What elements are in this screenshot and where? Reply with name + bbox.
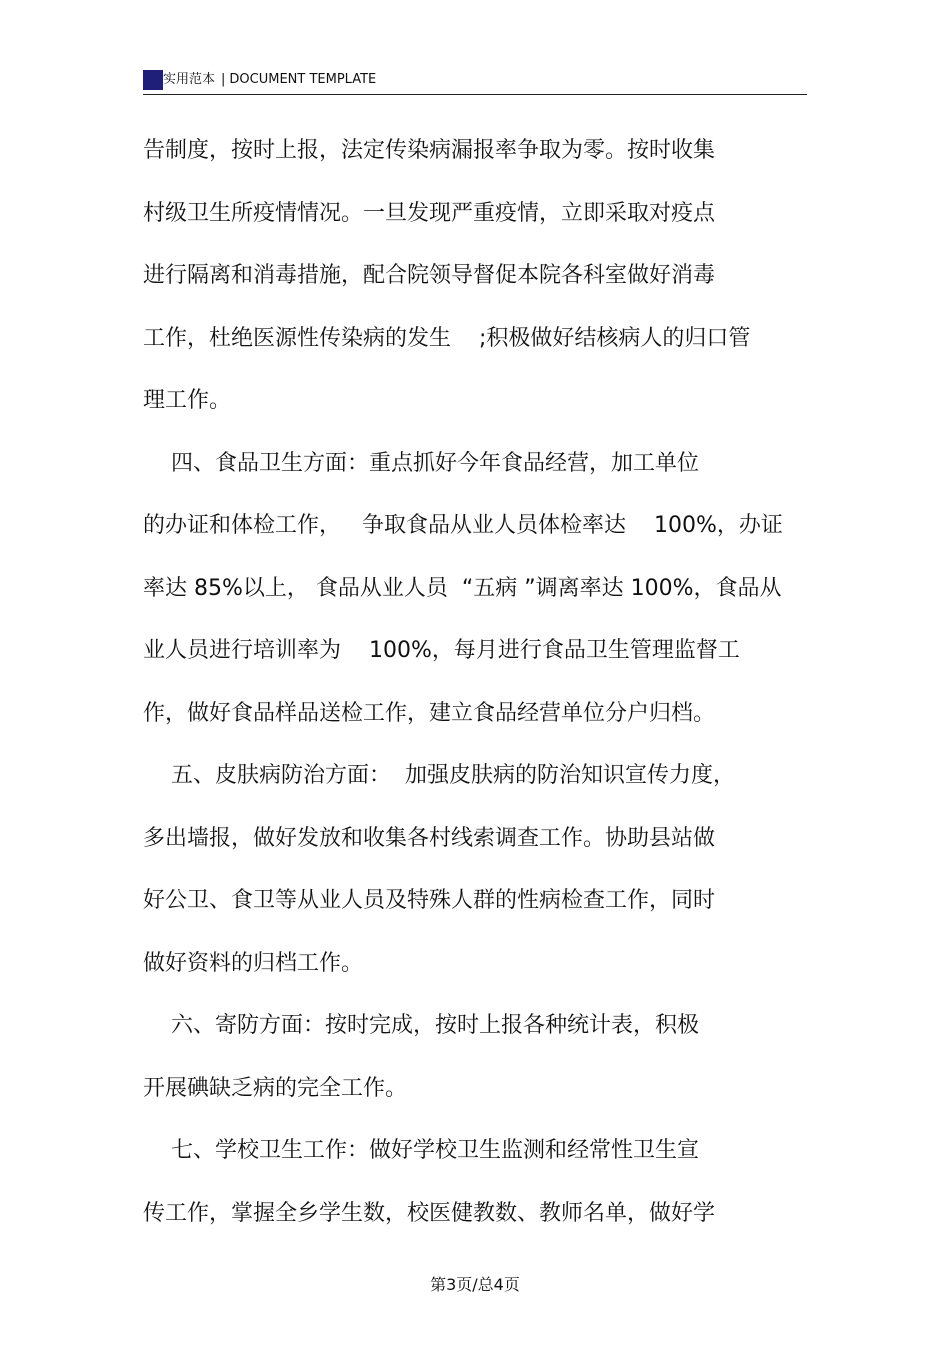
text-line: 工作，杜绝医源性传染病的发生 ;积极做好结核病人的归口管 bbox=[143, 325, 751, 351]
text-line: 进行隔离和消毒措施，配合院领导督促本院各科室做好消毒 bbox=[143, 263, 716, 288]
text-line: 作，做好食品样品送检工作，建立食品经营单位分户归档。 bbox=[143, 700, 716, 726]
text-line: 开展碘缺乏病的完全工作。 bbox=[143, 1075, 408, 1101]
text-line: 业人员进行培训率为 100%，每月进行食品卫生管理监督工 bbox=[143, 638, 740, 663]
text-line: 传工作，掌握全乡学生数，校医健教数、教师名单，做好学 bbox=[143, 1200, 716, 1226]
header-label: 实用范本 bbox=[163, 72, 216, 87]
text-line: 好公卫、食卫等从业人员及特殊人群的性病检查工作，同时 bbox=[143, 888, 716, 913]
text-line: 理工作。 bbox=[143, 388, 232, 413]
page-header bbox=[143, 66, 807, 95]
text-line: 告制度，按时上报，法定传染病漏报率争取为零。按时收集 bbox=[143, 138, 716, 163]
header-title: DOCUMENT TEMPLATE bbox=[229, 72, 377, 87]
text-line: 率达 85%以上， 食品从业人员 “五病 ”调离率达 100%，食品从 bbox=[143, 575, 782, 601]
document-body bbox=[143, 120, 807, 1245]
text-line: 的办证和体检工作， 争取食品从业人员体检率达 100%，办证 bbox=[143, 513, 783, 538]
text-line: 四、食品卫生方面：重点抓好今年食品经营，加工单位 bbox=[143, 450, 699, 476]
header-separator: | bbox=[221, 72, 226, 87]
page-footer bbox=[0, 1275, 950, 1295]
header-logo-block bbox=[143, 70, 163, 90]
text-line: 六、寄防方面：按时完成，按时上报各种统计表，积极 bbox=[143, 1013, 699, 1038]
text-line: 七、学校卫生工作：做好学校卫生监测和经常性卫生宣 bbox=[143, 1138, 699, 1163]
text-line: 做好资料的归档工作。 bbox=[143, 950, 364, 976]
text-line: 五、皮肤病防治方面： 加强皮肤病的防治知识宣传力度， bbox=[143, 763, 735, 788]
text-line: 村级卫生所疫情情况。一旦发现严重疫情，立即采取对疫点 bbox=[143, 200, 716, 226]
page-number: 第3页/总4页 bbox=[430, 1275, 520, 1294]
text-line: 多出墙报，做好发放和收集各村线索调查工作。协助县站做 bbox=[143, 825, 716, 851]
header-text bbox=[163, 71, 376, 89]
